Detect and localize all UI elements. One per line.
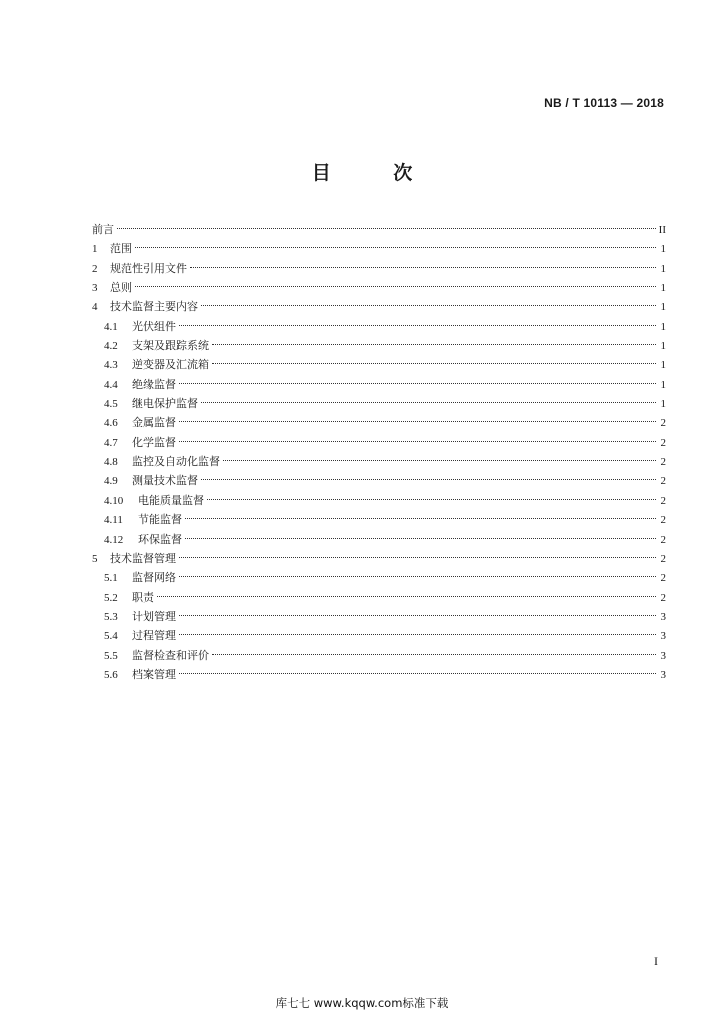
toc-entry[interactable] [92,433,666,452]
page-title: 目 次 [311,162,441,184]
toc-leader-dots [201,305,656,306]
toc-entry-number: 5.6 [104,668,118,681]
toc-entry-number: 4 [92,301,98,314]
toc-entry[interactable] [92,413,666,432]
toc-entry-title: 电能质量监督 [138,493,204,507]
toc-entry-number: 4.7 [104,436,118,449]
toc-leader-dots [179,634,656,635]
toc-entry-number: 4.2 [104,340,118,353]
toc-entry-page: 1 [660,282,666,295]
toc-entry-page: 2 [660,591,666,604]
toc-entry[interactable] [92,665,666,684]
toc-entry-page: 1 [660,262,666,275]
toc-entry-number: 4.10 [104,494,124,507]
toc-entry-page: 2 [660,417,666,430]
toc-entry[interactable] [92,626,666,645]
toc-leader-dots [179,383,656,384]
toc-entry-number: 4.4 [104,378,118,391]
toc-entry-page: 1 [660,243,666,256]
toc-entry-title: 技术监督管理 [110,551,176,565]
toc-leader-dots [179,557,656,558]
toc-entry-number: 2 [92,262,98,275]
toc-entry[interactable] [92,259,666,278]
toc-entry-page: 3 [660,610,666,623]
toc-entry[interactable] [92,549,666,568]
toc-entry-title: 前言 [92,223,114,236]
toc-entry-number: 5.4 [104,630,118,643]
toc-entry[interactable] [92,336,666,355]
toc-leader-dots [117,228,656,229]
toc-leader-dots [212,363,656,364]
toc-entry[interactable] [92,239,666,258]
toc-entry-page: 2 [660,572,666,585]
toc-leader-dots [185,518,656,519]
toc-leader-dots [201,402,656,403]
toc-entry[interactable] [92,530,666,549]
toc-entry-title: 技术监督主要内容 [110,300,198,314]
toc-entry-title: 监督检查和评价 [132,648,209,662]
toc-entry-page: 1 [660,320,666,333]
toc-entry-title: 规范性引用文件 [110,261,187,275]
toc-leader-dots [179,421,656,422]
toc-entry-number: 4.1 [104,320,118,333]
toc-entry-title: 总则 [110,281,132,295]
toc-entry-number: 4.12 [104,533,124,546]
toc-leader-dots [190,267,656,268]
toc-entry[interactable] [92,607,666,626]
toc-leader-dots [212,344,656,345]
toc-entry-title: 环保监督 [138,532,182,546]
standard-number: NB / T 10113 — 2018 [544,96,664,110]
toc-entry-number: 4.8 [104,456,118,469]
toc-entry[interactable] [92,278,666,297]
toc-entry[interactable] [92,394,666,413]
toc-entry-number: 5.3 [104,610,118,623]
toc-entry-title: 档案管理 [132,667,176,681]
toc-leader-dots [201,479,656,480]
toc-entry-number: 5.1 [104,572,118,585]
toc-entry[interactable] [92,220,666,239]
toc-entry-title: 监控及自动化监督 [132,455,220,469]
toc-entry-title: 过程管理 [132,629,176,643]
toc-entry-page: II [658,224,666,236]
toc-entry-title: 逆变器及汇流箱 [132,358,209,372]
toc-entry-number: 4.3 [104,359,118,372]
toc-entry[interactable] [92,317,666,336]
toc-entry-page: 1 [660,301,666,314]
toc-leader-dots [185,538,656,539]
toc-leader-dots [179,576,656,577]
toc-entry-page: 2 [660,494,666,507]
toc-entry[interactable] [92,471,666,490]
toc-leader-dots [157,596,656,597]
toc-entry-page: 2 [660,552,666,565]
toc-entry-page: 1 [660,398,666,411]
table-of-contents [92,220,666,684]
toc-entry-title: 职责 [132,590,154,604]
toc-leader-dots [212,654,656,655]
toc-entry-page: 1 [660,359,666,372]
toc-entry-title: 监督网络 [132,571,176,585]
toc-leader-dots [223,460,656,461]
toc-leader-dots [135,247,656,248]
toc-entry-page: 3 [660,630,666,643]
toc-entry-number: 5.5 [104,649,118,662]
toc-entry-page: 1 [660,378,666,391]
toc-entry-title: 继电保护监督 [132,397,198,411]
toc-leader-dots [179,325,656,326]
toc-entry-number: 4.11 [104,514,123,527]
toc-entry-number: 1 [92,243,98,256]
watermark-text: 库七七 www.kqqw.com标准下载 [275,996,449,1010]
toc-entry-page: 2 [660,514,666,527]
toc-leader-dots [207,499,656,500]
toc-entry-page: 3 [660,649,666,662]
toc-entry[interactable] [92,297,666,316]
toc-entry-number: 4.9 [104,475,118,488]
toc-entry-title: 支架及跟踪系统 [132,339,209,353]
toc-entry[interactable] [92,510,666,529]
toc-entry[interactable] [92,355,666,374]
toc-entry[interactable] [92,452,666,471]
page-number: I [654,954,658,968]
toc-entry-number: 3 [92,282,98,295]
toc-entry-number: 5 [92,552,98,565]
toc-entry-title: 金属监督 [132,416,176,430]
toc-leader-dots [135,286,656,287]
toc-leader-dots [179,615,656,616]
toc-entry-title: 计划管理 [132,609,176,623]
toc-entry-page: 3 [660,668,666,681]
toc-leader-dots [179,673,656,674]
toc-entry-number: 4.6 [104,417,118,430]
toc-entry[interactable] [92,646,666,665]
toc-entry-title: 光伏组件 [132,319,176,333]
toc-entry-title: 化学监督 [132,435,176,449]
toc-entry-page: 2 [660,533,666,546]
toc-entry-title: 范围 [110,242,132,256]
toc-entry-page: 2 [660,475,666,488]
toc-entry[interactable] [92,491,666,510]
toc-entry-page: 2 [660,456,666,469]
toc-entry-number: 4.5 [104,398,118,411]
toc-entry-title: 节能监督 [138,513,182,527]
toc-entry[interactable] [92,588,666,607]
toc-entry[interactable] [92,375,666,394]
toc-leader-dots [179,441,656,442]
toc-entry-title: 绝缘监督 [132,377,176,391]
toc-entry[interactable] [92,568,666,587]
toc-entry-page: 2 [660,436,666,449]
toc-entry-page: 1 [660,340,666,353]
toc-entry-title: 测量技术监督 [132,474,198,488]
toc-entry-number: 5.2 [104,591,118,604]
